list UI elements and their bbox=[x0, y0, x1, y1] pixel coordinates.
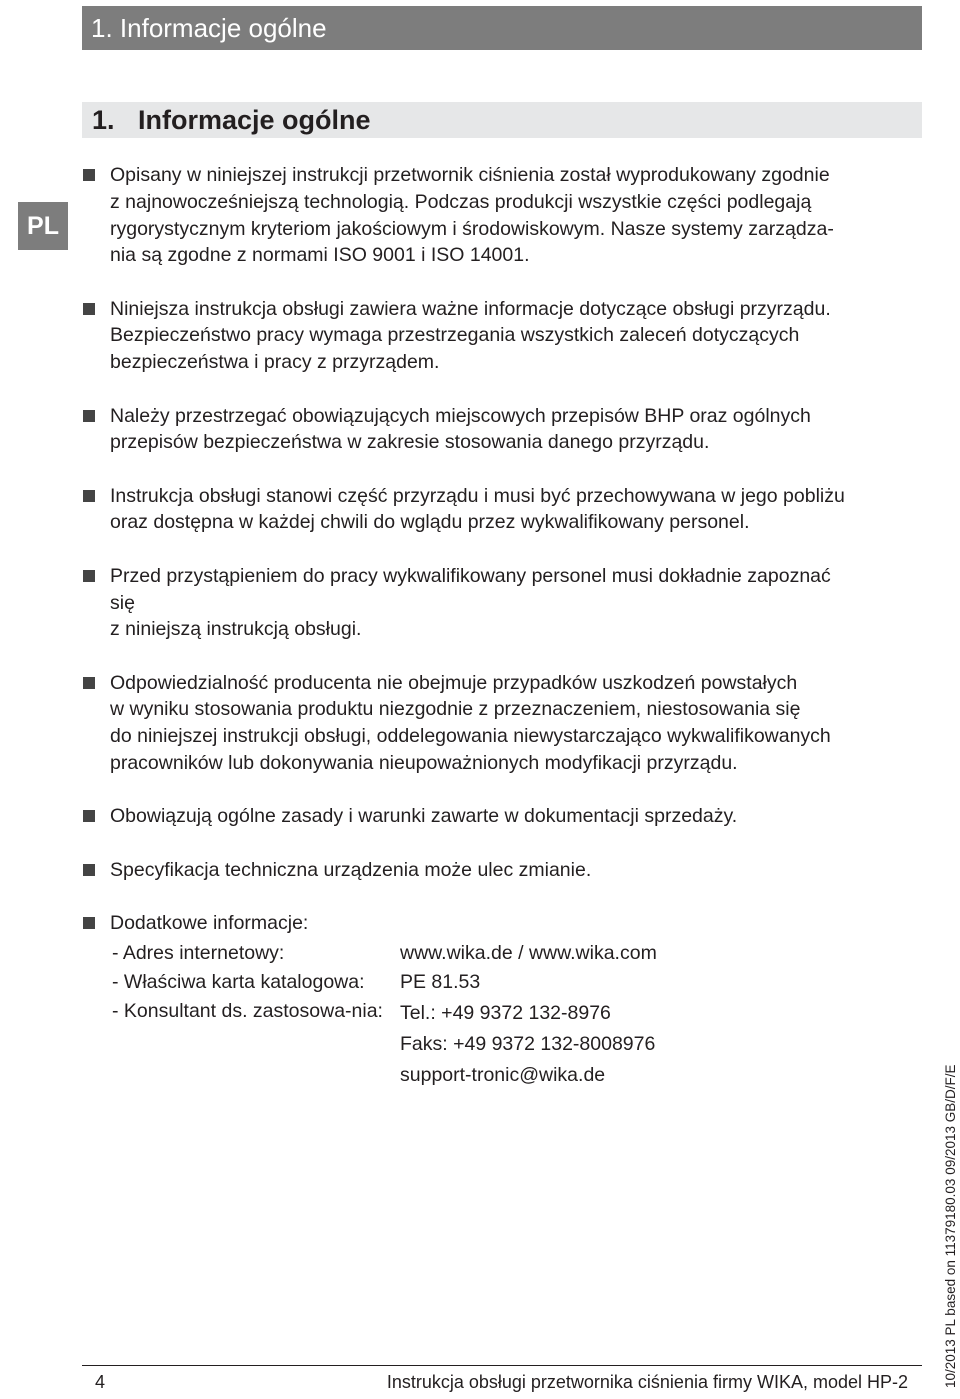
section-number: 1. bbox=[92, 105, 115, 135]
bullet-line: Obowiązują ogólne zasady i warunki zawarte w dokumentacji sprzedaży. bbox=[110, 805, 738, 828]
square-bullet-icon bbox=[83, 169, 95, 181]
chapter-header-bar bbox=[82, 6, 922, 50]
bullet-list bbox=[82, 162, 922, 963]
bullet-line: nia są zgodne z normami ISO 9001 i ISO 14001. bbox=[110, 244, 530, 267]
bullet-line: Niniejsza instrukcja obsługi zawiera ważne informacje dotyczące obsługi przyrządu. bbox=[110, 297, 831, 320]
datasheet-label: - Właściwa karta katalogowa: bbox=[112, 971, 365, 993]
document-code-vertical: 10/2013 PL based on 11379180.03 09/2013 GB/D/F/E bbox=[943, 1064, 958, 1388]
bullet-item-terms bbox=[82, 803, 922, 830]
website-label: - Adres internetowy: bbox=[112, 942, 285, 964]
consultant-fax: Faks: +49 9372 132-8008976 bbox=[400, 1033, 656, 1055]
bullet-item-specification-change bbox=[82, 857, 922, 884]
square-bullet-icon bbox=[83, 303, 95, 315]
square-bullet-icon bbox=[83, 677, 95, 689]
bullet-line: Bezpieczeństwo pracy wymaga przestrzegania wszystkich zaleceń dotyczących bbox=[110, 324, 800, 347]
bullet-line: Odpowiedzialność producenta nie obejmuje przypadków uszkodzeń powstałych bbox=[110, 671, 798, 694]
bullet-line: Specyfikacja techniczna urządzenia może ulec zmianie. bbox=[110, 858, 592, 881]
bullet-item-safety-regulations bbox=[82, 403, 922, 457]
bullet-line: Instrukcja obsługi stanowi część przyrządu i musi być przechowywana w jego pobliżu bbox=[110, 484, 845, 507]
bullet-item-additional-info bbox=[82, 910, 922, 937]
consultant-email[interactable]: support-tronic@wika.de bbox=[400, 1064, 606, 1086]
language-tab bbox=[18, 202, 68, 250]
bullet-item-manufacturing bbox=[82, 162, 922, 269]
bullet-item-manual-storage bbox=[82, 483, 922, 537]
page-number: 4 bbox=[95, 1372, 106, 1392]
square-bullet-icon bbox=[83, 490, 95, 502]
square-bullet-icon bbox=[83, 917, 95, 929]
bullet-line: Przed przystąpieniem do pracy wykwalifikowany personel musi dokładnie zapoznać bbox=[110, 564, 831, 587]
bullet-item-important-info bbox=[82, 296, 922, 376]
consultant-label: - Konsultant ds. zastosowa-nia: bbox=[112, 1000, 383, 1022]
square-bullet-icon bbox=[83, 410, 95, 422]
square-bullet-icon bbox=[83, 570, 95, 582]
language-tab-label: PL bbox=[27, 212, 59, 240]
chapter-header-title: 1. Informacje ogólne bbox=[91, 13, 327, 43]
bullet-line: do niniejszej instrukcji obsługi, oddelegowania niewystarczająco wykwalifikowanych bbox=[110, 725, 831, 748]
footer-title: Instrukcja obsługi przetwornika ciśnienia firmy WIKA, model HP-2 bbox=[386, 1372, 908, 1392]
section-heading bbox=[82, 102, 922, 138]
bullet-line: się bbox=[110, 591, 135, 614]
bullet-line: Należy przestrzegać obowiązujących miejscowych przepisów BHP oraz ogólnych bbox=[110, 404, 811, 427]
bullet-line: z niniejszą instrukcją obsługi. bbox=[110, 618, 362, 641]
bullet-line: oraz dostępna w każdej chwili do wglądu przez wykwalifikowany personel. bbox=[110, 511, 750, 534]
bullet-line: przepisów bezpieczeństwa w zakresie stosowania danego przyrządu. bbox=[110, 431, 710, 454]
bullet-item-liability bbox=[82, 670, 922, 777]
datasheet-value: PE 81.53 bbox=[400, 971, 481, 993]
bullet-line: z najnowocześniejszą technologią. Podczas produkcji wszystkie części podlegają bbox=[110, 190, 812, 213]
bullet-line: w wyniku stosowania produktu niezgodnie z przeznaczeniem, niestosowania się bbox=[110, 698, 801, 721]
square-bullet-icon bbox=[83, 810, 95, 822]
consultant-phone: Tel.: +49 9372 132-8976 bbox=[400, 1002, 611, 1024]
bullet-line: bezpieczeństwa i pracy z przyrządem. bbox=[110, 351, 440, 374]
section-title: Informacje ogólne bbox=[138, 105, 371, 135]
bullet-line: Dodatkowe informacje: bbox=[110, 911, 309, 934]
bullet-line: Opisany w niniejszej instrukcji przetwornik ciśnienia został wyprodukowany zgodnie bbox=[110, 164, 830, 186]
bullet-item-read-manual bbox=[82, 563, 922, 643]
website-value[interactable]: www.wika.de / www.wika.com bbox=[400, 942, 657, 964]
bullet-line: pracowników lub dokonywania nieupoważnionych modyfikacji przyrządu. bbox=[110, 752, 738, 775]
square-bullet-icon bbox=[83, 864, 95, 876]
bullet-line: rygorystycznym kryteriom jakościowym i środowiskowym. Nasze systemy zarządza- bbox=[110, 217, 834, 240]
footer-divider bbox=[82, 1365, 922, 1366]
